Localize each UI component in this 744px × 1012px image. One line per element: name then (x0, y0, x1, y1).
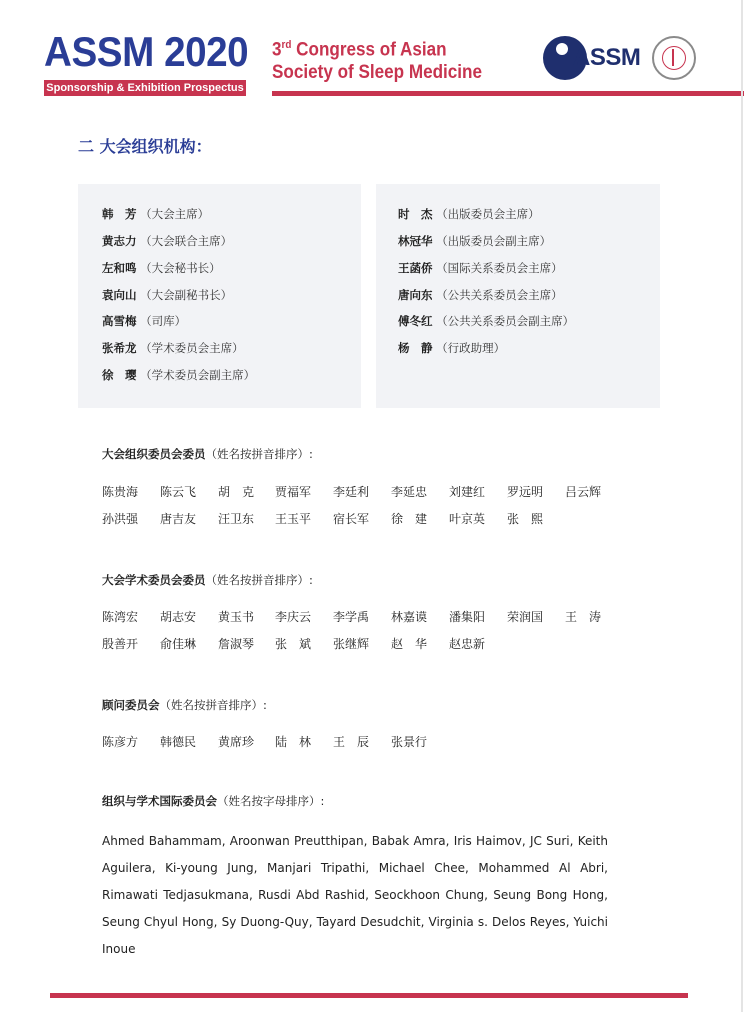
member-name: 黄志力 (102, 234, 137, 248)
brand-subtitle: Sponsorship & Exhibition Prospectus (44, 80, 246, 96)
section-heading: 二 大会组织机构： (78, 137, 212, 156)
org-member (102, 314, 186, 328)
member-name: 贾福军 (275, 485, 312, 499)
org-member (102, 341, 244, 355)
member-name: 叶京英 (449, 512, 486, 526)
header-rule (272, 91, 744, 96)
member-name: 詹淑琴 (218, 637, 255, 651)
member-name: 李廷利 (333, 485, 370, 499)
member-name: 张 斌 (275, 637, 312, 651)
member-role: （国际关系委员会主席） (436, 261, 563, 275)
member-name: 张景行 (391, 735, 428, 749)
member-name: 王 辰 (333, 735, 370, 749)
member-name: 罗远明 (507, 485, 544, 499)
member-role: （大会副秘书长） (140, 288, 233, 302)
member-name: 杨 静 (398, 341, 433, 355)
congress-line1: Congress of Asian (291, 39, 447, 61)
member-name: 李延忠 (391, 485, 428, 499)
member-name: 徐 璎 (102, 368, 137, 382)
member-name: 王菡侨 (398, 261, 433, 275)
member-name: 傅冬红 (398, 314, 433, 328)
member-name: 荣润国 (507, 610, 544, 624)
footer-rule (50, 993, 688, 998)
seal-inner-ring (662, 46, 686, 70)
congress-ordinal: 3 (272, 39, 282, 61)
member-name: 陈云飞 (160, 485, 197, 499)
member-name: 孙洪强 (102, 512, 139, 526)
member-role: （行政助理） (436, 341, 506, 355)
brand-title: ASSM 2020 (44, 28, 249, 75)
member-name: 徐 建 (391, 512, 428, 526)
committee-name: 大会学术委员会委员 (102, 573, 206, 587)
society-seal-icon (652, 36, 696, 80)
member-role: （公共关系委员会副主席） (436, 314, 575, 328)
congress-line2: Society of Sleep Medicine (272, 62, 483, 84)
member-name: 陈彦方 (102, 735, 139, 749)
committee-name: 大会组织委员会委员 (102, 447, 206, 461)
member-name: 陆 林 (275, 735, 312, 749)
committee-title (102, 794, 324, 808)
member-name: 俞佳琳 (160, 637, 197, 651)
committee-title (102, 573, 313, 587)
committee-note: （姓名按拼音排序）: (205, 573, 313, 587)
member-name: 汪卫东 (218, 512, 255, 526)
member-name: 胡 克 (218, 485, 255, 499)
member-role: （出版委员会主席） (436, 207, 540, 221)
member-name: 赵忠新 (449, 637, 486, 651)
member-name: 王 涛 (565, 610, 602, 624)
member-name: 张希龙 (102, 341, 137, 355)
committee-title (102, 447, 313, 461)
member-name: 吕云辉 (565, 485, 602, 499)
member-name: 张 熙 (507, 512, 544, 526)
member-name: 殷善开 (102, 637, 139, 651)
org-member (398, 261, 563, 275)
member-name: 时 杰 (398, 207, 433, 221)
committee-note: （姓名按拼音排序）: (159, 698, 267, 712)
international-members: Ahmed Bahammam, Aroonwan Preutthipan, Babak Amra, Iris Haimov, JC Suri, Keith Aguilera, Ki-young Jung, Manjari Tripathi, Michael Chee, Mohammed Al Abri, Rimawati Tedjasukmana, Rusdi Abd Rashid, Seockhoon Chung, Seung Bong Hong, Seung Chyul Hong, Sy Duong-Quy, Tayard Desudchit, Virginia s. Delos Reyes, Yuichi Inoue (102, 834, 608, 956)
member-name: 李庆云 (275, 610, 312, 624)
member-role: （大会秘书长） (140, 261, 221, 275)
member-role: （司库） (140, 314, 187, 328)
member-name: 唐向东 (398, 288, 433, 302)
org-member (398, 288, 563, 302)
page-edge (741, 0, 743, 1012)
congress-title (272, 34, 482, 84)
committee-name: 组织与学术国际委员会 (102, 794, 217, 808)
org-member (102, 368, 255, 382)
member-name: 刘建红 (449, 485, 486, 499)
member-name: 左和鸣 (102, 261, 137, 275)
organization-box-right (376, 184, 660, 408)
member-name: 赵 华 (391, 637, 428, 651)
organization-box-left (78, 184, 361, 408)
member-name: 黄玉书 (218, 610, 255, 624)
member-name: 黄席珍 (218, 735, 255, 749)
org-member (398, 314, 574, 328)
member-name: 陈湾宏 (102, 610, 139, 624)
member-name: 韩德民 (160, 735, 197, 749)
member-name: 袁向山 (102, 288, 137, 302)
org-member (398, 207, 540, 221)
committee-name: 顾问委员会 (102, 698, 160, 712)
org-member (102, 288, 232, 302)
member-name: 高雪梅 (102, 314, 137, 328)
member-role: （学术委员会副主席） (140, 368, 256, 382)
member-role: （大会主席） (140, 207, 210, 221)
member-name: 王玉平 (275, 512, 312, 526)
member-name: 唐吉友 (160, 512, 197, 526)
member-role: （大会联合主席） (140, 234, 233, 248)
member-name: 林冠华 (398, 234, 433, 248)
member-name: 林嘉谟 (391, 610, 428, 624)
member-name: 陈贵海 (102, 485, 139, 499)
member-name: 宿长军 (333, 512, 370, 526)
committee-title (102, 698, 267, 712)
member-role: （公共关系委员会主席） (436, 288, 563, 302)
org-member (102, 207, 209, 221)
member-name: 李学禹 (333, 610, 370, 624)
member-name: 胡志安 (160, 610, 197, 624)
assm-logo (543, 36, 641, 80)
member-name: 张继辉 (333, 637, 370, 651)
org-member (102, 261, 221, 275)
member-name: 韩 芳 (102, 207, 137, 221)
org-member (102, 234, 232, 248)
member-role: （学术委员会主席） (140, 341, 244, 355)
committee-note: （姓名按拼音排序）: (205, 447, 313, 461)
assm-logo-text: ASSM (573, 44, 641, 71)
org-member (398, 341, 505, 355)
member-role: （出版委员会副主席） (436, 234, 552, 248)
member-name: 潘集阳 (449, 610, 486, 624)
org-member (398, 234, 551, 248)
committee-note: （姓名按字母排序）: (217, 794, 325, 808)
congress-ordinal-suffix: rd (281, 39, 292, 51)
